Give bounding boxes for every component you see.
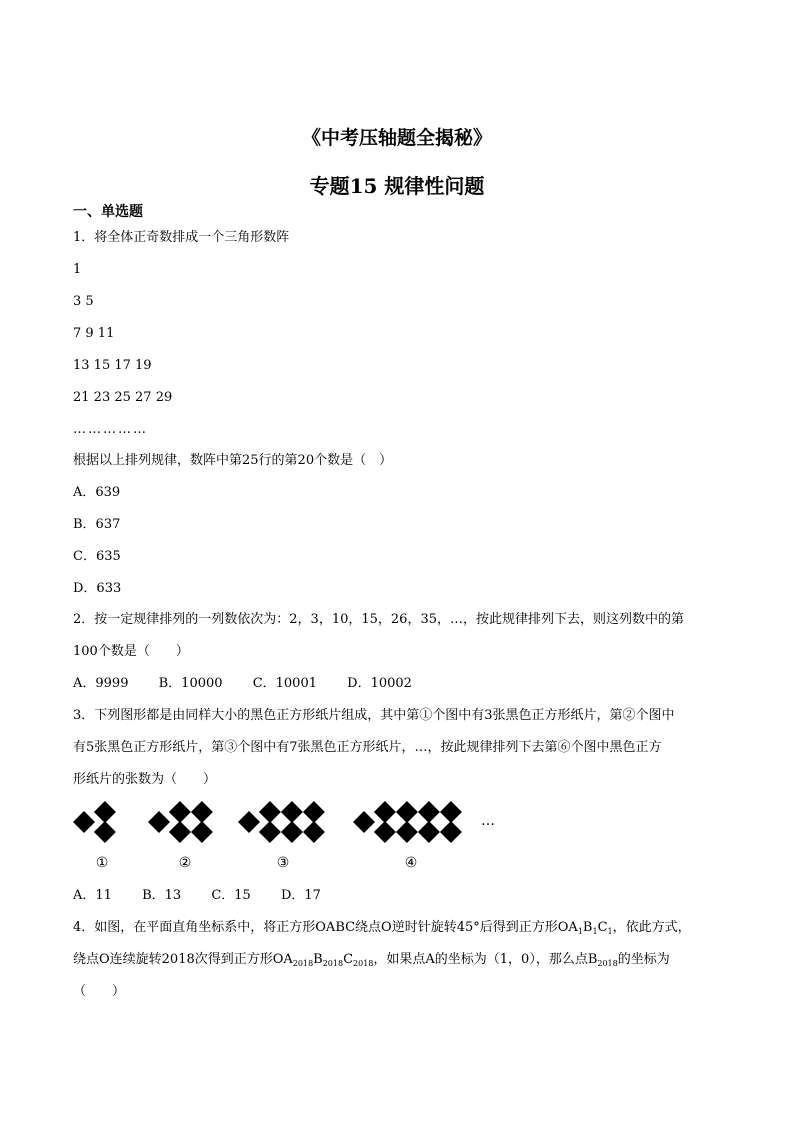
q1-option-b: B．637 <box>73 517 121 532</box>
q3-option-d: D．17 <box>280 888 321 903</box>
q4-line-2-text-d: ，如果点A的坐标为（1，0），那么点B <box>373 952 598 967</box>
q2-option-a: A．9999 <box>73 676 129 691</box>
page-title: 《中考压轴题全揭秘》 <box>301 127 492 149</box>
q2-option-c: C．10001 <box>252 676 317 691</box>
black-square-diamond <box>281 821 303 843</box>
q1-row-3: 7 9 11 <box>73 326 115 341</box>
black-square-diamond <box>440 821 462 843</box>
q1-question: 根据以上排列规律，数阵中第25行的第20个数是（ ） <box>73 453 393 468</box>
q2-option-b: B．10000 <box>158 676 223 691</box>
black-square-diamond <box>396 801 418 823</box>
q1-option-c: C．635 <box>73 549 121 564</box>
black-square-diamond <box>259 821 281 843</box>
black-square-diamond <box>259 801 281 823</box>
black-square-diamond <box>191 801 213 823</box>
q1-row-4: 13 15 17 19 <box>73 358 152 373</box>
black-square-diamond <box>418 821 440 843</box>
q4-line-1-sub-3: 1 <box>607 927 613 936</box>
q2-line-1: 2．按一定规律排列的一列数依次为：2，3，10，15，26，35，…，按此规律排列下去，则这列数中的第 <box>73 612 684 627</box>
q1-row-2: 3 5 <box>73 294 94 309</box>
q4-line-1-text-d: ，依此方式， <box>612 920 691 935</box>
black-square-diamond <box>191 821 213 843</box>
black-square-diamond <box>238 811 260 833</box>
q4-line-1-sub-2: 1 <box>592 927 598 936</box>
q4-line-2-sub-1: 2018 <box>292 959 314 968</box>
black-square-diamond <box>169 801 191 823</box>
page-subtitle: 专题15 规律性问题 <box>309 174 485 198</box>
q2-option-d: D．10002 <box>347 676 412 691</box>
black-square-diamond <box>418 801 440 823</box>
black-square-diamond <box>374 801 396 823</box>
black-square-diamond <box>303 821 325 843</box>
black-square-diamond <box>94 821 116 843</box>
q4-line-2-sub-2: 2018 <box>322 959 344 968</box>
black-square-diamond <box>353 811 375 833</box>
q3-option-b: B．13 <box>142 888 182 903</box>
q3-figure-4 <box>353 801 462 843</box>
black-square-diamond <box>169 821 191 843</box>
q3-figure-label-2: ② <box>178 855 192 871</box>
q2-line-2: 100个数是（ ） <box>73 644 189 659</box>
q3-option-a: A．11 <box>73 888 112 903</box>
q1-row-1: 1 <box>73 262 82 277</box>
q3-option-c: C．15 <box>211 888 251 903</box>
q3-line-3: 形纸片的张数为（ ） <box>73 772 217 787</box>
q3-figure-2 <box>148 801 213 843</box>
section-heading: 一、单选题 <box>73 204 143 220</box>
q4-line-2-text-b: B <box>313 952 323 967</box>
black-square-diamond <box>148 811 170 833</box>
q4-line-2-text-e: 的坐标为 <box>617 952 670 967</box>
q4-line-1-text-c: C <box>597 920 608 935</box>
q4-line-1-sub-1: 1 <box>577 927 583 936</box>
q4-line-2-text-a: 绕点O连续旋转2018次得到正方形OA <box>73 952 293 967</box>
q3-figure-label-4: ④ <box>404 855 418 871</box>
q1-stem: 1．将全体正奇数排成一个三角形数阵 <box>73 230 290 245</box>
q3-line-1: 3．下列图形都是由同样大小的黑色正方形纸片组成，其中第①个图中有3张黑色正方形纸片，第②个图中 <box>73 708 675 723</box>
q4-line-1-text-a: 4．如图，在平面直角坐标系中，将正方形OABC绕点O逆时针旋转45°后得到正方形OA <box>73 920 578 935</box>
q1-row-5: 21 23 25 27 29 <box>73 390 173 405</box>
q1-option-a: A．639 <box>73 485 121 500</box>
q3-figure-label-1: ① <box>95 855 109 871</box>
q3-diamond-figures <box>73 798 493 853</box>
q4-line-2-sub-4: 2018 <box>597 959 618 968</box>
black-square-diamond <box>440 801 462 823</box>
q2-options <box>73 675 438 693</box>
q3-figures <box>73 798 573 878</box>
q3-options <box>73 887 347 905</box>
q3-figure-1 <box>73 801 116 843</box>
black-square-diamond <box>374 821 396 843</box>
black-square-diamond <box>94 801 116 823</box>
black-square-diamond <box>396 821 418 843</box>
q1-option-d: D．633 <box>73 581 122 596</box>
q1-row-ellipsis: …………… <box>73 422 148 437</box>
q4-line-3: （ ） <box>73 984 126 999</box>
q4-line-2 <box>73 951 670 973</box>
q3-figure-label-3: ③ <box>276 855 290 871</box>
q3-figure-3 <box>238 801 325 843</box>
q3-figures-ellipsis: … <box>481 813 495 829</box>
black-square-diamond <box>73 811 95 833</box>
q3-line-2: 有5张黑色正方形纸片，第③个图中有7张黑色正方形纸片，…，按此规律排列下去第⑥个图中黑色正方 <box>73 740 662 755</box>
black-square-diamond <box>281 801 303 823</box>
q4-line-1 <box>73 919 691 941</box>
q4-line-1-text-b: B <box>582 920 593 935</box>
black-square-diamond <box>303 801 325 823</box>
q4-line-2-text-c: C <box>343 952 354 967</box>
q4-line-2-sub-3: 2018 <box>353 959 374 968</box>
